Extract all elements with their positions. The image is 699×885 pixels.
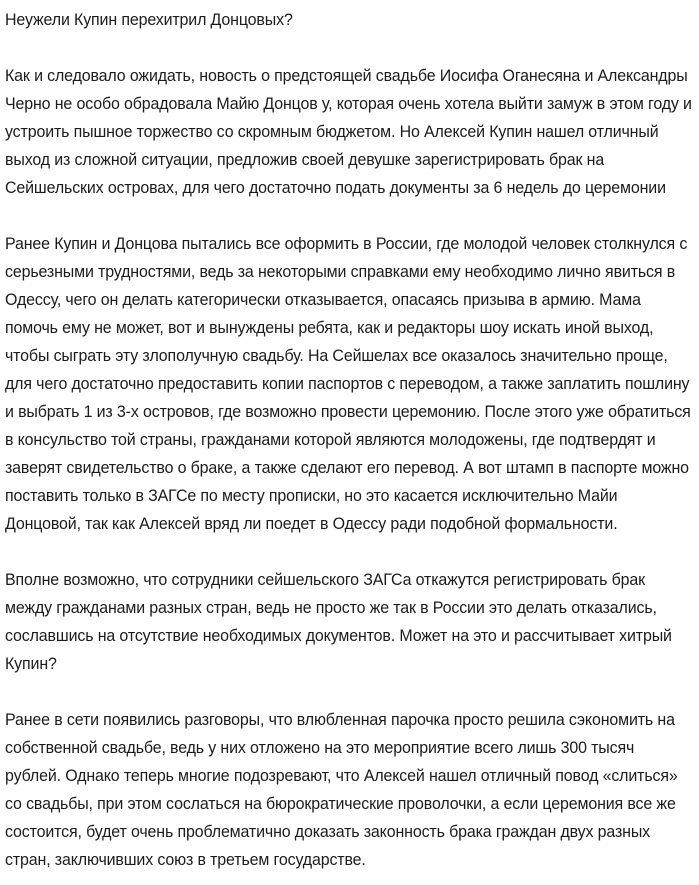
spacer	[5, 538, 693, 566]
article-paragraph-4: Ранее в сети появились разговоры, что влюбленная парочка просто решила сэкономить на собственной свадьбе, ведь у них отложено на это мероприятие всего лишь 300 тысяч рублей. Однако теперь многие подозревают, что Алексей нашел отличный повод «слиться» со свадьбы, при этом сослаться на бюрократические проволочки, а если церемония все же состоится, будет очень проблематично доказать законность брака граждан двух разных стран, заключивших союз в третьем государстве.	[5, 710, 678, 869]
article-paragraph-2: Ранее Купин и Донцова пытались все оформить в России, где молодой человек столкнулся с серьезными трудностями, ведь за некоторыми справками ему необходимо лично явиться в Одессу, чего он делать категорически отказывается, опасаясь призыва в армию. Мама помочь ему не может, вот и вынуждены ребята, как и редакторы шоу искать иной выход, чтобы сыграть эту злополучную свадьбу. На Сейшелах все оказалось значительно проще, для чего достаточно предоставить копии паспортов с переводом, а также заплатить пошлину и выбрать 1 из 3-х островов, где возможно провести церемонию. После этого уже обратиться в консульство той страны, гражданами которой являются молодожены, где подтвердят и заверят свидетельство о браке, а также сделают его перевод. А вот штамп в паспорте можно поставить только в ЗАГСе по месту прописки, но это касается исключительно Майи Донцовой, так как Алексей вряд ли поедет в Одессу ради подобной формальности.	[5, 234, 691, 533]
article-paragraph-3: Вполне возможно, что сотрудники сейшельского ЗАГСа откажутся регистрировать брак между гражданами разных стран, ведь не просто же так в России это делать отказались, сославшись на отсутствие необходимых документов. Может на это и рассчитывает хитрый Купин?	[5, 570, 672, 673]
spacer	[5, 34, 693, 62]
page-title: Неужели Купин перехитрил Донцовых?	[5, 10, 293, 29]
spacer	[5, 202, 693, 230]
article-paragraph-1: Как и следовало ожидать, новость о предстоящей свадьбе Иосифа Оганесяна и Александры Черно не особо обрадовала Майю Донцов у, которая очень хотела выйти замуж в этом году и устроить пышное торжество со скромным бюджетом. Но Алексей Купин нашел отличный выход из сложной ситуации, предложив своей девушке зарегистрировать брак на Сейшельских островах, для чего достаточно подать документы за 6 недель до церемонии	[5, 66, 692, 197]
spacer	[5, 678, 693, 706]
